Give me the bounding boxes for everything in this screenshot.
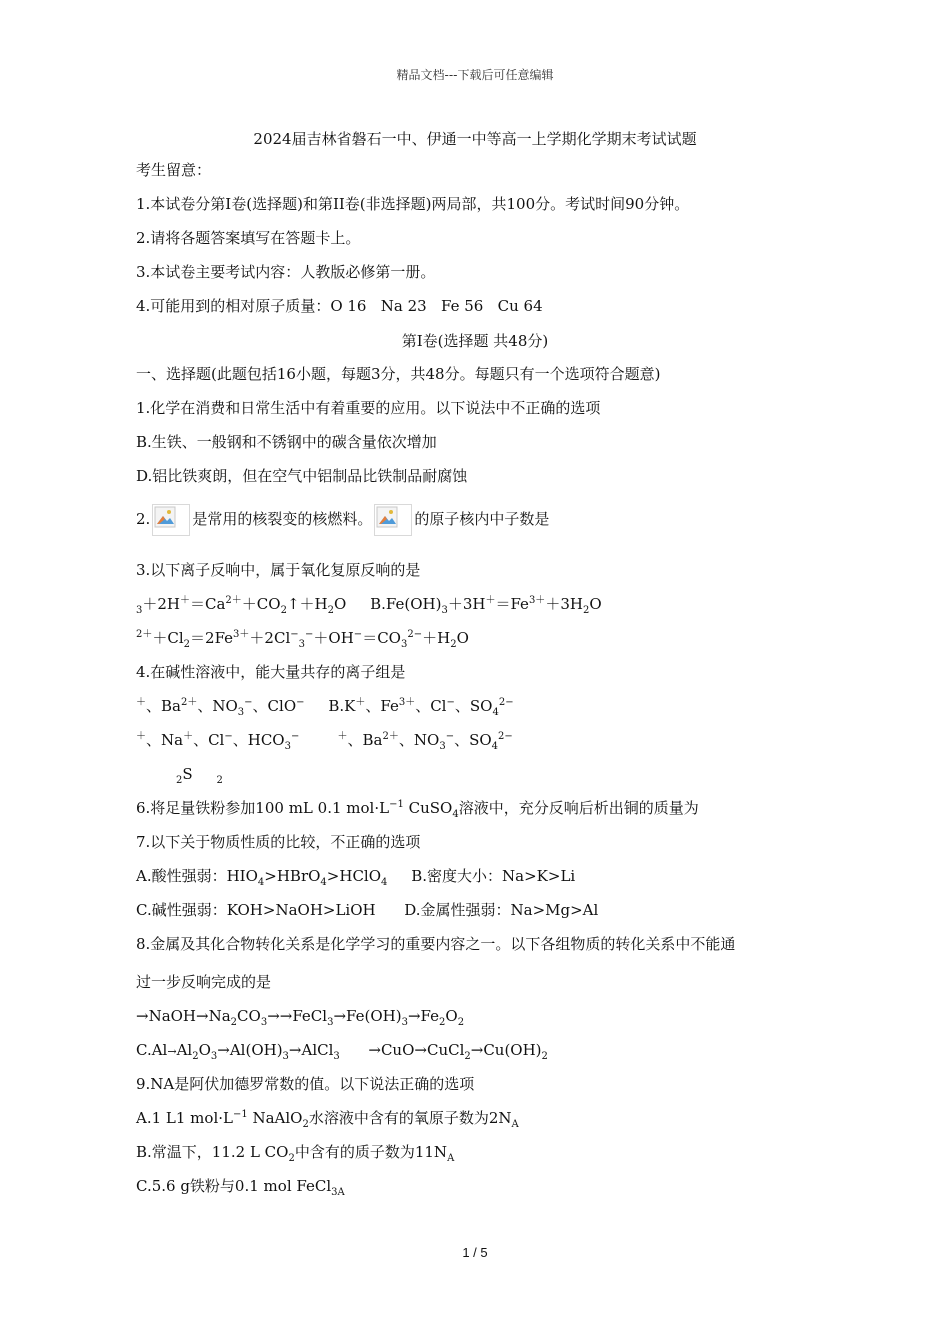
question-4-stem: 4.在碱性溶液中，能大量共存的离子组是 [136, 663, 406, 681]
notice-item: 3.本试卷主要考试内容：人教版必修第一册。 [136, 263, 436, 281]
question-2-number: 2. [136, 510, 151, 528]
page-number: 1 / 5 [462, 1245, 488, 1260]
question-7-options-cd: C.碱性强弱：KOH>NaOH>LiOH D.金属性强弱：Na>Mg>Al [136, 901, 599, 919]
question-1-option-d: D.铝比铁爽朗，但在空气中铝制品比铁制品耐腐蚀 [136, 467, 468, 485]
question-9-stem: 9.NA是阿伏加德罗常数的值。以下说法正确的选项 [136, 1075, 475, 1093]
question-2-end: 的原子核内中子数是 [414, 510, 550, 528]
question-1-stem: 1.化学在消费和日常生活中有着重要的应用。以下说法中不正确的选项 [136, 399, 601, 417]
notice-item: 4.可能用到的相对原子质量：O 16 Na 23 Fe 56 Cu 64 [136, 297, 543, 315]
question-8-options-ab: $\to NaOH\to Na_2CO_3\to\to FeCl_3\to Fe(OH)_3\to Fe_2O_2$ [136, 1007, 465, 1028]
question-5-fragment: $_2$S $_2$ [176, 765, 223, 786]
question-9-option-c: C.5.6 g铁粉与0.1 mol FeCl$_{3A}$ [136, 1177, 345, 1198]
question-8-stem: 8.金属及其化合物转化关系是化学学习的重要内容之一。以下各组物质的转化关系中不能通 [136, 935, 736, 953]
notice-item: 1.本试卷分第I卷(选择题)和第II卷(非选择题)两局部，共100分。考试时间90分钟。 [136, 195, 690, 213]
question-7-stem: 7.以下关于物质性质的比较，不正确的选项 [136, 833, 421, 851]
question-8-stem-cont: 过一步反响完成的是 [136, 973, 272, 991]
question-2-stem [136, 502, 549, 536]
question-9-option-a: A.1 L1 $mol\cdot L^{-1}$ NaAlO$_2$水溶液中含有的氧原子数为$2N_A$ [136, 1109, 519, 1130]
question-4-options-cd: ＋、Na＋、Cl−、$HCO_3^-$ ＋、$Ba^{2+}$、$NO_3^-$、$SO_4^{2-}$ [136, 731, 513, 752]
question-7-options-ab: A.酸性强弱：$HIO_4>HBrO_4>HClO_4$ B.密度大小：Na>K>Li [136, 867, 576, 888]
part-one-heading: 一、选择题(此题包括16小题，每题3分，共48分。每题只有一个选项符合题意) [136, 365, 661, 383]
notice-heading: 考生留意： [136, 161, 212, 179]
question-4-options-ab: ＋、$Ba^{2+}$、$NO_3^-$、ClO− B.K＋、$Fe^{3+}$、Cl−、$SO_4^{2-}$ [136, 697, 514, 718]
broken-image-icon [152, 504, 190, 536]
question-6-stem: 6.将足量铁粉参加100 mL 0.1 $mol\cdot L^{-1}$ CuSO$_4$溶液中，充分反响后析出铜的质量为 [136, 799, 699, 820]
notice-item: 2.请将各题答案填写在答题卡上。 [136, 229, 361, 247]
question-1-option-b: B.生铁、一般钢和不锈钢中的碳含量依次增加 [136, 433, 437, 451]
question-9-option-b: B.常温下，11.2 L $CO_2$中含有的质子数为$11N_A$ [136, 1143, 455, 1164]
question-3-options-ab: $_3+2H^+=Ca^{2+}+CO_2↑+H_2O$ $B.Fe(OH)_3+3H^+=Fe^{3+}+3H_2O$ [136, 595, 602, 616]
question-8-options-cd: $C.Al\to Al_2O_3\to Al(OH)_3\to AlCl_3$ $\to CuO\to CuCl_2\to Cu(OH)_2$ [136, 1041, 548, 1062]
exam-title: 2024届吉林省磐石一中、伊通一中等高一上学期化学期末考试试题 [253, 130, 697, 148]
question-3-stem: 3.以下离子反响中，属于氧化复原反响的是 [136, 561, 421, 579]
section-title: 第I卷(选择题 共48分) [401, 332, 549, 350]
question-3-options-cd: $^{2+}+Cl_2=2Fe^{3+}+2Cl^-_3^-+OH^-=CO_3^{2-}+H_2O$ [136, 629, 469, 650]
page-header: 精品文档---下载后可任意编辑 [396, 68, 554, 82]
question-2-mid: 是常用的核裂变的核燃料。 [192, 510, 373, 528]
broken-image-icon [374, 504, 412, 536]
